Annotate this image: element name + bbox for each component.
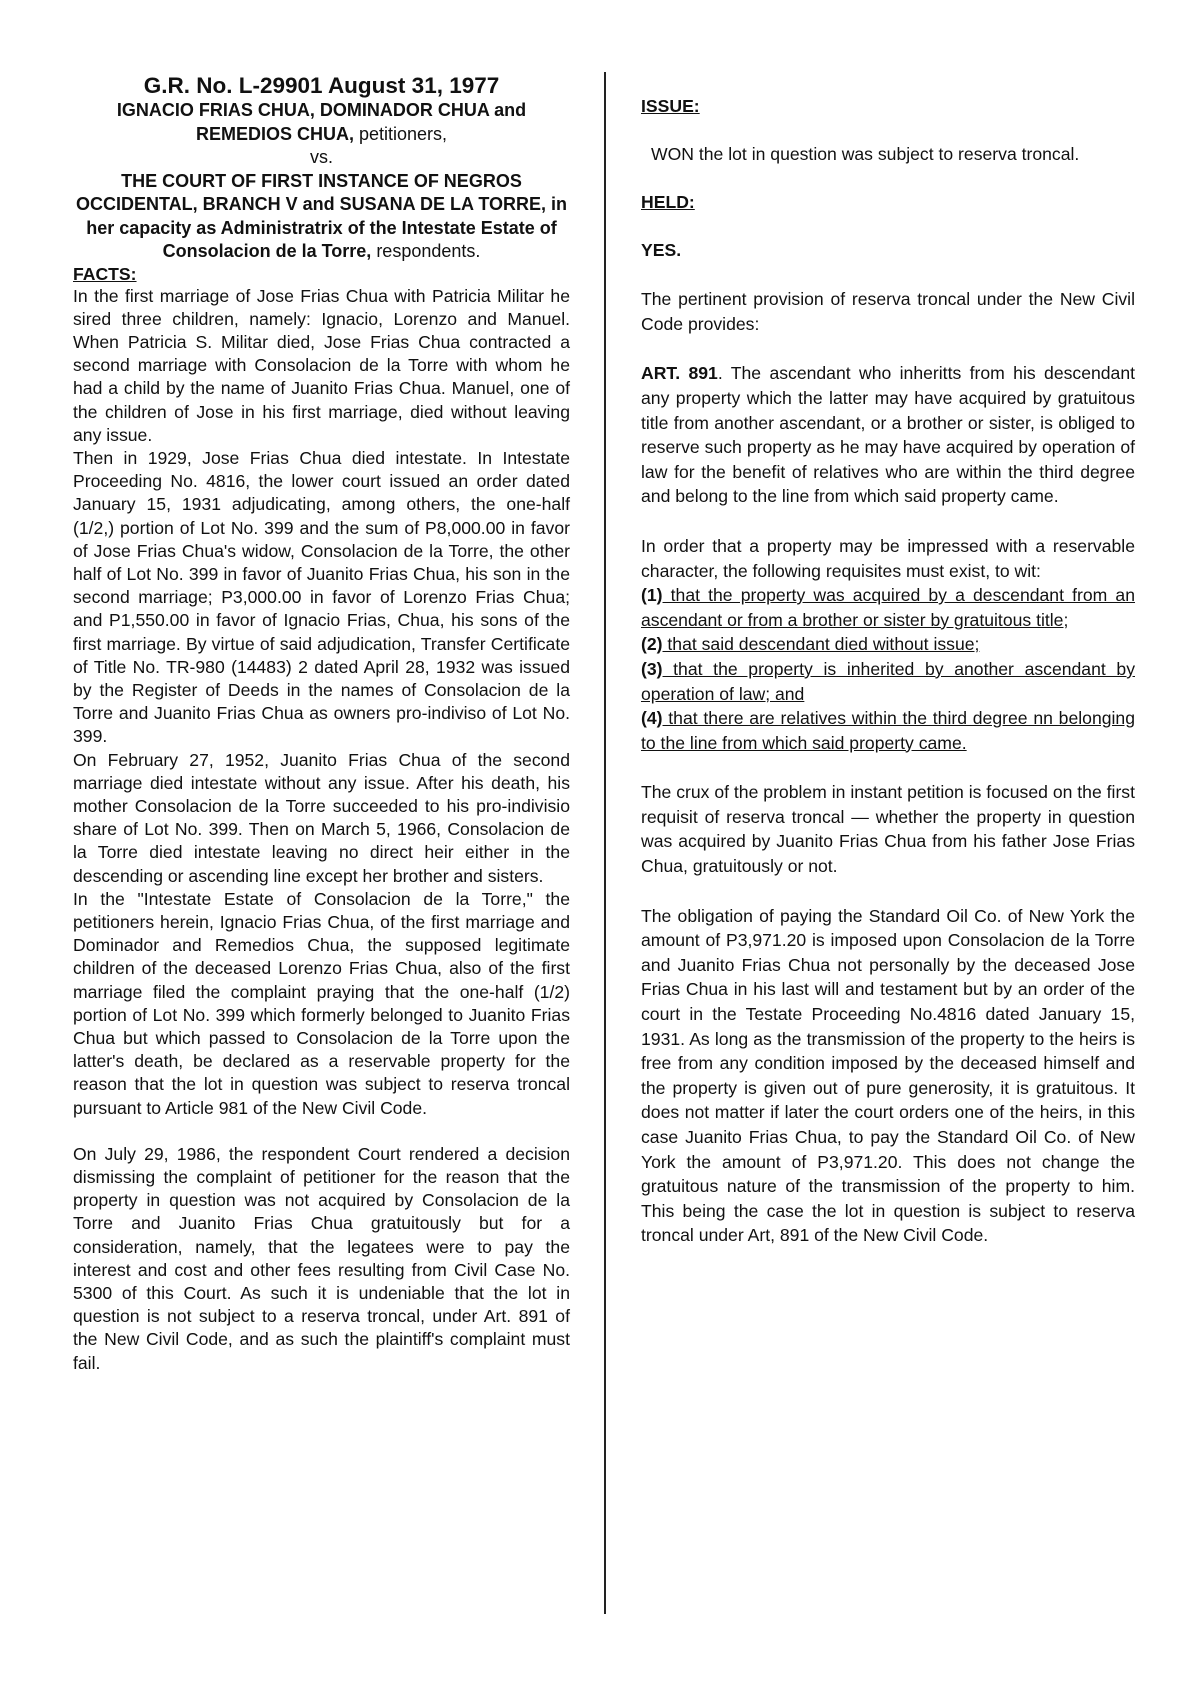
facts-paragraph-4: In the "Intestate Estate of Consolacion de la Torre," the petitioners herein, Ignacio Frias Chua, of the first marriage and Dominador and Remedios Chua, the supposed legitimate children of the deceased Lorenzo Frias Chua, also of the first marriage filed the complaint praying that the one-half (1/2) portion of Lot No. 399 which formerly belonged to Juanito Frias Chua but which passed to Consolacion de la Torre upon the latter's death, be declared as a reservable property for the reason that the lot in question was subject to reserva troncal pursuant to Article 981 of the New Civil Code. bbox=[73, 888, 570, 1118]
held-label: HELD: bbox=[641, 191, 695, 212]
respondents-label: respondents. bbox=[371, 241, 481, 261]
facts-paragraph-1: In the first marriage of Jose Frias Chua with Patricia Militar he sired three children, namely: Ignacio, Lorenzo and Manuel. When Patricia S. Militar died, Jose Frias Chua contracted a second marriage with Consolacion de la Torre with whom he had a child by the name of Juanito Frias Chua. Manuel, one of the children of Jose in his first marriage, died without leaving any issue. bbox=[73, 285, 570, 445]
requisite-text: that the property was acquired by a descendant from an ascendant or from a brother or sister by gratuitous title; bbox=[641, 585, 1135, 630]
article-label: ART. 891 bbox=[641, 363, 718, 384]
petitioners-label: petitioners, bbox=[353, 123, 448, 144]
held-paragraph-2: In order that a property may be impressed with a reservable character, the following requisites must exist, to wit: bbox=[641, 535, 1135, 581]
requisite-number: (4) bbox=[641, 708, 663, 729]
case-header bbox=[73, 72, 570, 264]
requisite-text: that there are relatives within the third degree nn belonging to the line from which said property came. bbox=[641, 708, 1135, 753]
facts-paragraph-3: On February 27, 1952, Juanito Frias Chua of the second marriage died intestate without any issue. After his death, his mother Consolacion de la Torre succeeded to his pro-indivisio share of Lot No. 399. Then on March 5, 1966, Consolacion de la Torre died intestate leaving no direct heir either in the descending or ascending line except her brother and sisters. bbox=[73, 749, 570, 886]
left-column bbox=[73, 72, 570, 1375]
facts-label: FACTS: bbox=[73, 263, 137, 284]
issue-label: ISSUE: bbox=[641, 96, 700, 116]
held-paragraph-3: The crux of the problem in instant petition is focused on the first requisit of reserva troncal — whether the property in question was acquired by Juanito Frias Chua from his father Jose Frias Chua, gratuitously or not. bbox=[641, 782, 1135, 877]
petitioners-names: IGNACIO FRIAS CHUA, DOMINADOR CHUA and REMEDIOS CHUA, bbox=[116, 100, 527, 144]
facts-paragraph-2: Then in 1929, Jose Frias Chua died intestate. In Intestate Proceeding No. 4816, the lower court issued an order dated January 15, 1931 adjudicating, among others, the one-half (1/2,) portion of Lot No. 399 and the sum of P8,000.00 in favor of Jose Frias Chua's widow, Consolacion de la Torre, the other half of Lot No. 399 in favor of Juanito Frias Chua, his son in the second marriage; P3,000.00 in favor of Lorenzo Frias Chua; and P1,550.00 in favor of Ignacio Frias, Chua, his sons of the first marriage. By virtue of said adjudication, Transfer Certificate of Title No. TR-980 (14483) 2 dated April 28, 1932 was issued by the Register of Deeds in the names of Consolacion de la Torre and Juanito Frias Chua as owners pro-indiviso of Lot No. 399. bbox=[73, 447, 570, 747]
requisite-text: that the property is inherited by another ascendant by operation of law; and bbox=[641, 658, 1135, 704]
facts-paragraph-5: On July 29, 1986, the respondent Court rendered a decision dismissing the complaint of petitioner for the reason that the property in question was not acquired by Consolacion de la Torre and Juanito Frias Chua gratuitously but for a consideration, namely, that the legatees were to pay the interest and cost and other fees resulting from Civil Case No. 5300 of this Court. As such it is undeniable that the lot in question is not subject to a reserva troncal, under Art. 891 of the New Civil Code, and as such the plaintiff's complaint must fail. bbox=[73, 1143, 570, 1373]
requisite-2 bbox=[641, 632, 1135, 657]
issue-text-wrapper bbox=[641, 142, 1135, 167]
requisite-number: (2) bbox=[641, 634, 663, 655]
case-number: G.R. No. L-29901 August 31, 1977 bbox=[143, 73, 500, 98]
held-paragraph-4: The obligation of paying the Standard Oil Co. of New York the amount of P3,971.20 is imposed upon Consolacion de la Torre and Juanito Frias Chua not personally by the deceased Jose Frias Chua in his last will and testament but by an order of the court in the Testate Proceeding No.4816 dated January 15, 1931. As long as the transmission of the property to the heirs is free from any condition imposed by the deceased himself and the property is given out of pure generosity, it is gratuitous. It does not matter if later the court orders one of the heirs, in this case Juanito Frias Chua, to pay the Standard Oil Co. of New York the amount of P3,971.20. This does not change the gratuitous nature of the transmission of the property to him. This being the case the lot in question is subject to reserva troncal under Art, 891 of the New Civil Code. bbox=[641, 905, 1135, 1246]
requisite-text: that said descendant died without issue; bbox=[662, 634, 980, 655]
held-answer: YES. bbox=[641, 239, 682, 260]
held-paragraph-1: The pertinent provision of reserva troncal under the New Civil Code provides: bbox=[641, 289, 1135, 334]
respondents-names: THE COURT OF FIRST INSTANCE OF NEGROS OCCIDENTAL, BRANCH V and SUSANA DE LA TORRE, in her capacity as Administratrix of the Intestate Estate of Consolacion de la Torre, bbox=[75, 170, 567, 261]
article-891 bbox=[641, 361, 1135, 509]
right-column bbox=[641, 96, 1135, 1248]
article-text: . The ascendant who inheritts from his descendant any property which the latter may have acquired by gratuitous title from another ascendant, or a brother or sister, is obliged to reserve such property as he may have acquired by operation of law for the benefit of relatives who are within the third degree and belong to the line from which said property came. bbox=[641, 363, 1136, 507]
petitioners-line bbox=[73, 99, 570, 146]
respondents-line bbox=[73, 170, 570, 264]
requisite-3 bbox=[641, 657, 1135, 706]
issue-text: WON the lot in question was subject to reserva troncal. bbox=[651, 144, 1080, 164]
versus: vs. bbox=[309, 147, 333, 167]
requisite-4 bbox=[641, 706, 1135, 755]
requisite-1 bbox=[641, 583, 1135, 632]
requisite-number: (1) bbox=[641, 585, 663, 606]
column-divider bbox=[604, 72, 606, 1614]
requisite-number: (3) bbox=[641, 658, 663, 679]
